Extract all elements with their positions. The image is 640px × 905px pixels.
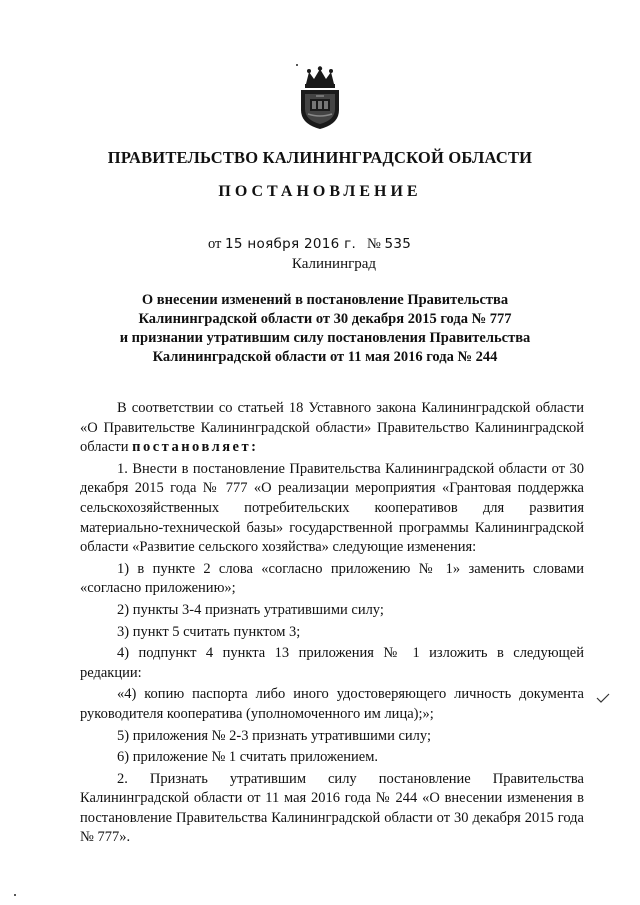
subitem-5: 5) приложения № 2-3 признать утратившими силу; [117, 727, 432, 744]
intro-paragraph [80, 399, 584, 458]
item-2: 2. Признать утратившим силу постановление Правительства Калининградской области от 11 мая 2016 года № 244 «О внесении изменения в постановление Правительства Калининградской области от 30 декабря 2015 года № 777». [80, 770, 584, 846]
document-subject [110, 291, 540, 367]
item-1: 1. Внести в постановление Правительства Калининградской области от 30 декабря 2015 года № 777 «О реализации мероприятия «Грантовая поддержка сельскохозяйственных потребительских кооперативов для развития материально-технической базы» государственной программы Калининградской области «Развитие сельского хозяйства» следующие изменения: [80, 460, 584, 556]
date-prefix: от [208, 236, 222, 252]
city: Калининград [291, 256, 377, 272]
subitem-4: 4) подпункт 4 пункта 13 приложения № 1 изложить в следующей редакции: [80, 645, 584, 681]
document-body [80, 399, 584, 848]
number-sign: № [367, 236, 381, 252]
scan-speck [14, 894, 16, 896]
decree-word: постановляет: [132, 439, 259, 456]
date-number-line [208, 236, 411, 253]
intro-text: В соответствии со статьей 18 Уставного закона Калининградской области «О Правительстве Калининградской области» Правительство Калининградской области [80, 400, 584, 456]
subitem-1: 1) в пункте 2 слова «согласно приложению № 1» заменить словами «согласно приложению»; [80, 560, 584, 597]
subject-line: и признании утратившим силу постановления Правительства [119, 330, 531, 346]
subject-line: Калининградской области от 30 декабря 2015 года № 777 [138, 311, 512, 327]
subject-line: О внесении изменений в постановление Правительства [141, 292, 509, 308]
document-type: ПОСТАНОВЛЕНИЕ [218, 183, 422, 200]
document-date: 15 ноября 2016 г. [225, 236, 357, 252]
coat-of-arms-icon [298, 66, 342, 130]
subitem-3: 3) пункт 5 считать пунктом 3; [117, 623, 301, 640]
subitem-6: 6) приложение № 1 считать приложением. [117, 749, 379, 766]
checkmark-icon [596, 693, 610, 703]
subject-line: Калининградской области от 11 мая 2016 года № 244 [152, 349, 498, 365]
document-number: 535 [384, 236, 412, 252]
scan-speck [296, 64, 298, 66]
organization-name: ПРАВИТЕЛЬСТВО КАЛИНИНГРАДСКОЙ ОБЛАСТИ [107, 148, 533, 167]
subitem-2: 2) пункты 3-4 признать утратившими силу; [117, 601, 384, 618]
subitem-4-quote: «4) копию паспорта либо иного удостоверяющего личность документа руководителя кооператива (уполномоченного им лица);»; [80, 686, 584, 722]
